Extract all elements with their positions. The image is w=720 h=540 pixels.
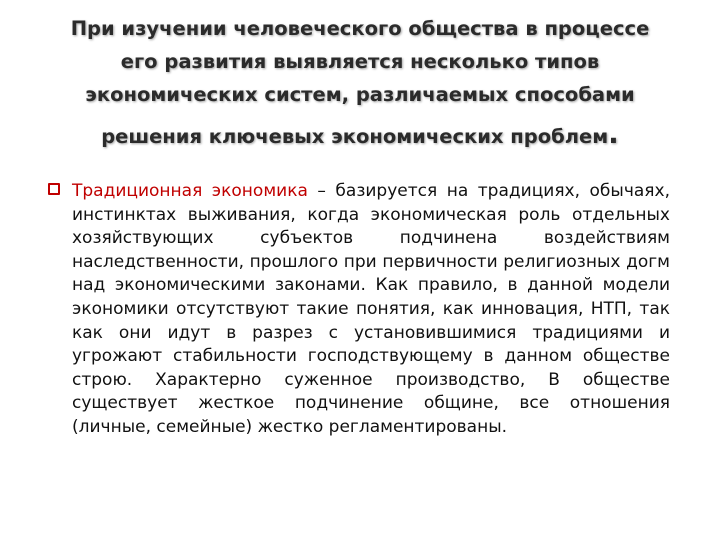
title-line: его развития выявляется несколько типов xyxy=(120,50,600,73)
title-line xyxy=(40,117,680,153)
title-line: экономических систем, различаемых способами xyxy=(85,83,635,106)
title-line-text: решения ключевых экономических проблем xyxy=(101,125,609,148)
title-end-mark: . xyxy=(608,117,619,150)
hollow-square-bullet-icon xyxy=(48,183,60,195)
bullet-body xyxy=(72,180,670,440)
slide-title xyxy=(40,12,680,153)
title-line: При изучении человеческого общества в процессе xyxy=(70,17,650,40)
bullet-text: – базируется на традициях, обычаях, инстинктах выживания, когда экономическая роль отдельных хозяйствующих субъектов подчинена воздействиям наследственности, прошлого при первичности религиозных догм над экономическими законами. Как правило, в данной модели экономики отсутствуют такие понятия, как инновация, НТП, так как они идут в разрез с установившимися традициями и угрожают стабильности господствующему в данном обществе строю. Характерно суженное производство, В обществе существует жесткое подчинение общине, все отношения (личные, семейные) жестко регламентированы. xyxy=(72,181,670,437)
bullet-term: Традиционная экономика xyxy=(72,181,308,201)
